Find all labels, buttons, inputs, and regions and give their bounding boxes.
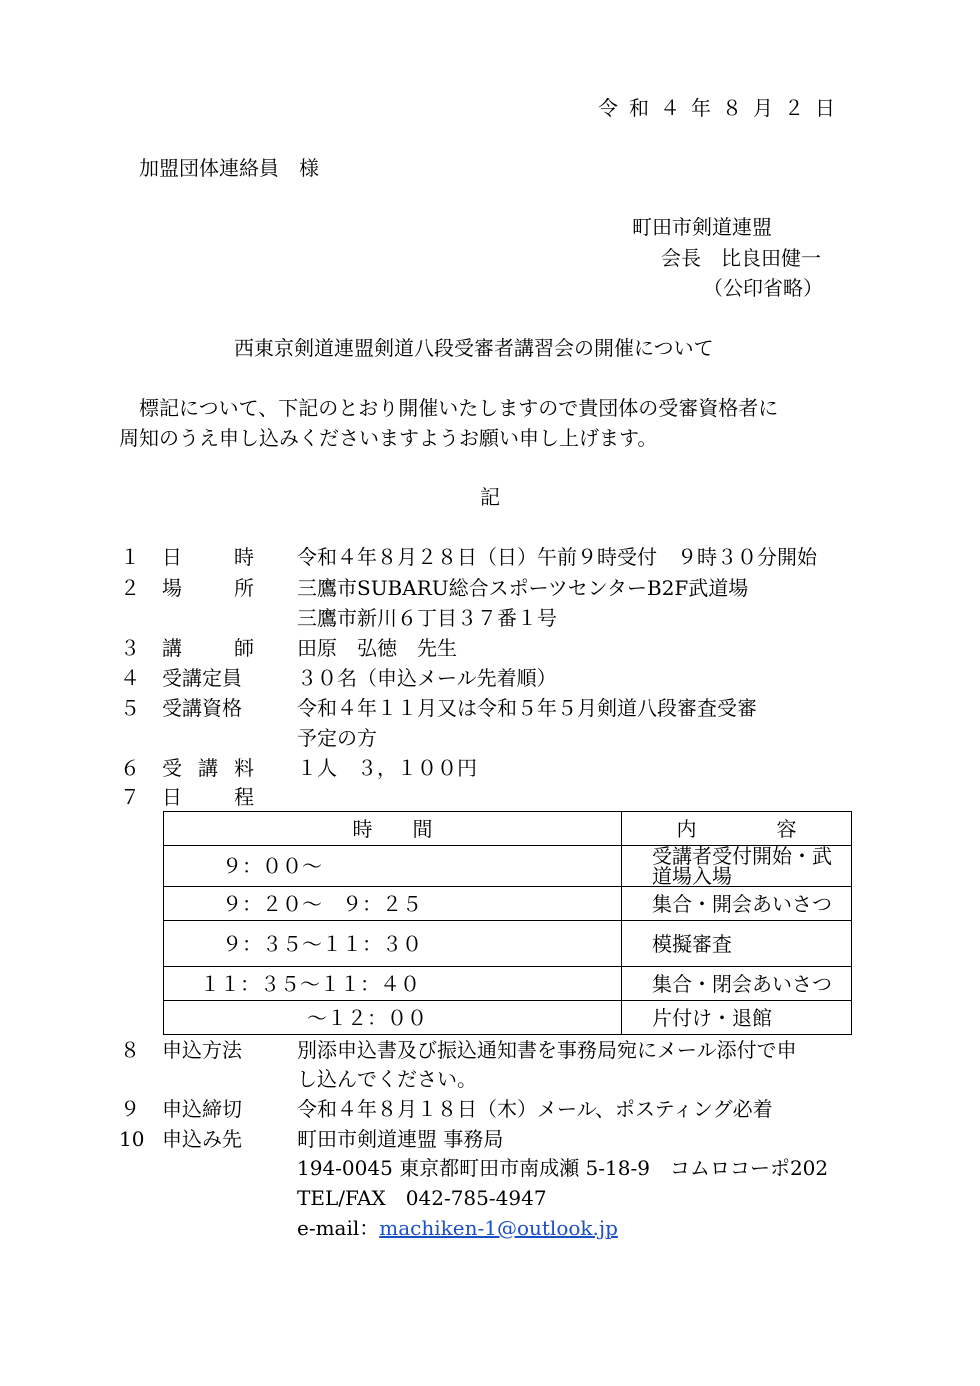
schedule-row: [164, 921, 852, 967]
item-value-instructor: 田原 弘徳 先生: [297, 636, 457, 660]
item-number: ４: [120, 666, 140, 690]
item-label-deadline: 申込締切: [162, 1097, 242, 1121]
schedule-header-content: 内 容: [622, 812, 852, 846]
label-char: 日: [162, 545, 182, 569]
label-char: 程: [234, 785, 254, 809]
item-label-contact: 申込み先: [162, 1127, 242, 1151]
schedule-time: ～１２：００: [164, 1001, 622, 1035]
item-number: ５: [120, 696, 140, 720]
item-number: １: [120, 545, 140, 569]
item-number: ３: [120, 636, 140, 660]
ki-heading: 記: [480, 485, 500, 509]
addressee: 加盟団体連絡員 様: [139, 156, 319, 180]
seal-note: （公印省略）: [703, 276, 823, 300]
item-value-deadline: 令和４年８月１８日（木）メール、ポスティング必着: [297, 1097, 773, 1121]
label-char: 師: [234, 636, 254, 660]
item-value-eligibility-cont: 予定の方: [297, 726, 377, 750]
item-value-venue-address: 三鷹市新川６丁目３７番１号: [297, 606, 557, 630]
label-char: 講: [162, 636, 182, 660]
item-value-application-method-cont: し込んでください。: [297, 1067, 477, 1091]
contact-office: 町田市剣道連盟 事務局: [297, 1127, 504, 1151]
label-char: 場: [162, 576, 182, 600]
schedule-row: [164, 846, 852, 887]
contact-tel-fax: TEL/FAX 042-785-4947: [297, 1186, 547, 1210]
schedule-content: 受講者受付開始・武道場入場: [622, 846, 852, 887]
label-char: 受: [162, 756, 182, 780]
item-label-fee: [162, 758, 254, 778]
item-number: ９: [120, 1097, 140, 1121]
item-number: ６: [120, 756, 140, 780]
schedule-content: 模擬審査: [622, 921, 852, 967]
item-number: ８: [120, 1038, 140, 1062]
schedule-content: 集合・閉会あいさつ: [622, 967, 852, 1001]
item-number: 10: [119, 1127, 145, 1151]
schedule-table: [163, 811, 852, 1035]
schedule-content: 集合・開会あいさつ: [622, 887, 852, 921]
item-value-venue: 三鷹市SUBARU総合スポーツセンターB2F武道場: [297, 576, 749, 600]
sender-organization: 町田市剣道連盟: [632, 215, 772, 239]
item-label-schedule: [162, 787, 254, 807]
item-value-application-method: 別添申込書及び振込通知書を事務局宛にメール添付で申: [297, 1038, 797, 1062]
schedule-time: ９：３５～１１：３０: [164, 921, 622, 967]
email-link[interactable]: machiken-1@outlook.jp: [379, 1216, 618, 1240]
schedule-time: ９：２０～ ９：２５: [164, 887, 622, 921]
label-char: 料: [234, 756, 254, 780]
schedule-content: 片付け・退館: [622, 1001, 852, 1035]
item-label-venue: [162, 578, 254, 598]
item-value-fee: １人 ３，１００円: [297, 756, 477, 780]
item-label-instructor: [162, 638, 254, 658]
body-line-1: 標記について、下記のとおり開催いたしますので貴団体の受審資格者に: [139, 396, 779, 420]
schedule-header-row: [164, 812, 852, 846]
label-char: 時: [234, 545, 254, 569]
item-label-datetime: [162, 547, 254, 567]
item-number: ２: [120, 576, 140, 600]
document-date: 令和４年８月２日: [598, 96, 846, 120]
item-label-application-method: 申込方法: [162, 1038, 242, 1062]
item-value-capacity: ３０名（申込メール先着順）: [297, 666, 557, 690]
label-char: 講: [198, 756, 218, 780]
body-line-2: 周知のうえ申し込みくださいますようお願い申し上げます。: [119, 426, 658, 450]
schedule-row: [164, 1001, 852, 1035]
contact-address: 194-0045 東京都町田市南成瀬 5-18-9 コムロコーポ202: [297, 1156, 829, 1180]
schedule-time: ９：００～: [164, 846, 622, 887]
label-char: 日: [162, 785, 182, 809]
item-label-eligibility: 受講資格: [162, 696, 242, 720]
email-label: e-mail：: [297, 1216, 380, 1240]
item-number: ７: [120, 785, 140, 809]
item-value-datetime: 令和４年８月２８日（日）午前９時受付 ９時３０分開始: [297, 545, 817, 569]
schedule-header-time: 時 間: [164, 812, 622, 846]
contact-email-line: [297, 1218, 618, 1238]
sender-president: 会長 比良田健一: [661, 246, 821, 270]
item-value-eligibility: 令和４年１１月又は令和５年５月剣道八段審査受審: [297, 696, 757, 720]
label-char: 所: [234, 576, 254, 600]
schedule-row: [164, 967, 852, 1001]
schedule-time: １１：３５～１１：４０: [164, 967, 622, 1001]
document-subject: 西東京剣道連盟剣道八段受審者講習会の開催について: [234, 336, 714, 360]
schedule-row: [164, 887, 852, 921]
item-label-capacity: 受講定員: [162, 666, 242, 690]
